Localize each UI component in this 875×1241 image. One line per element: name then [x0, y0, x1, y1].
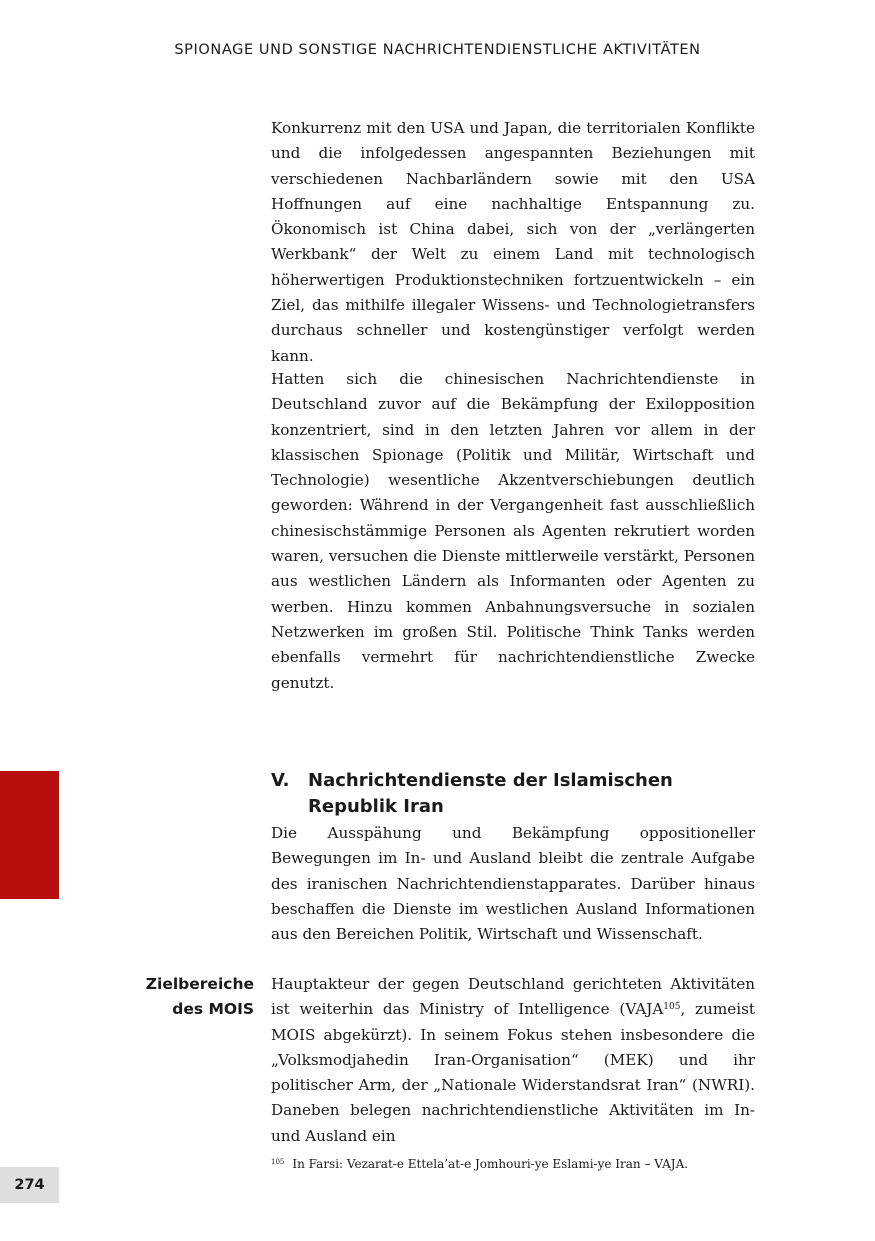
margin-note-line-2: des MOIS [172, 1000, 254, 1018]
paragraph-china-economy: Konkurrenz mit den USA und Japan, die territorialen Konflikte und die infolgedessen angespannten Beziehungen mit verschiedenen Nachbarländern sowie mit den USA Hoffnungen auf eine nachhaltige Entspannung zu. Ökonomisch ist China dabei, sich von der „verlängerten Werkbank“ der Welt zu einem Land mit technologisch höherwertigen Produktionstechniken fortzuentwickeln – ein Ziel, das mithilfe illegaler Wissens- und Technologietransfers durchaus schneller und kostengünstiger verfolgt werden kann. [271, 119, 755, 365]
section-number: V. [271, 770, 290, 791]
margin-note [120, 972, 254, 1022]
section-heading [271, 768, 755, 820]
footnote [271, 1154, 755, 1172]
running-header: SPIONAGE UND SONSTIGE NACHRICHTENDIENSTLICHE AKTIVITÄTEN [174, 42, 701, 58]
margin-note-line-1: Zielbereiche [145, 975, 254, 993]
footnote-text: In Farsi: Vezarat-e Ettela’at-e Jomhouri-ye Eslami-ye Iran – VAJA. [292, 1157, 689, 1171]
paragraph-iran-intro: Die Ausspähung und Bekämpfung oppositioneller Bewegungen im In- und Ausland bleibt die zentrale Aufgabe des iranischen Nachrichtendienstapparates. Darüber hinaus beschaffen die Dienste im westlichen Ausland Informationen aus den Bereichen Politik, Wirtschaft und Wissenschaft. [271, 824, 755, 944]
paragraph-mois-text-2: , zumeist MOIS abgekürzt). In seinem Fokus stehen insbesondere die „Volksmodjahedin Iran-Organisation“ (MEK) und ihr politischer Arm, der „Nationale Widerstandsrat Iran“ (NWRI). Daneben belegen nachrichtendienstliche Aktivitäten im In- und Ausland ein [271, 1000, 755, 1145]
footnote-marker: 105 [271, 1158, 285, 1166]
paragraph-mois [271, 972, 755, 1149]
footnote-reference[interactable]: 105 [663, 1002, 681, 1013]
paragraph-chinese-intelligence: Hatten sich die chinesischen Nachrichtendienste in Deutschland zuvor auf die Bekämpfung der Exilopposition konzentriert, sind in den letzten Jahren vor allem in der klassischen Spionage (Politik und Militär, Wirtschaft und Technologie) wesentliche Akzentverschiebungen deutlich geworden: Während in der Vergangenheit fast ausschließlich chinesischstämmige Personen als Agenten rekrutiert worden waren, versuchen die Dienste mittlerweile verstärkt, Personen aus westlichen Ländern als Informanten oder Agenten zu werben. Hinzu kommen Anbahnungsversuche in sozialen Netzwerken im großen Stil. Politische Think Tanks werden ebenfalls vermehrt für nachrichtendienstliche Zwecke genutzt. [271, 370, 755, 692]
page-number: 274 [0, 1167, 59, 1203]
section-title: Nachrichtendienste der Islamischen Republik Iran [308, 770, 673, 817]
chapter-marker-tab [0, 771, 59, 899]
paragraph-mois-text-1: Hauptakteur der gegen Deutschland gerichteten Aktivitäten ist weiterhin das Ministry of Intelligence (VAJA [271, 975, 755, 1019]
